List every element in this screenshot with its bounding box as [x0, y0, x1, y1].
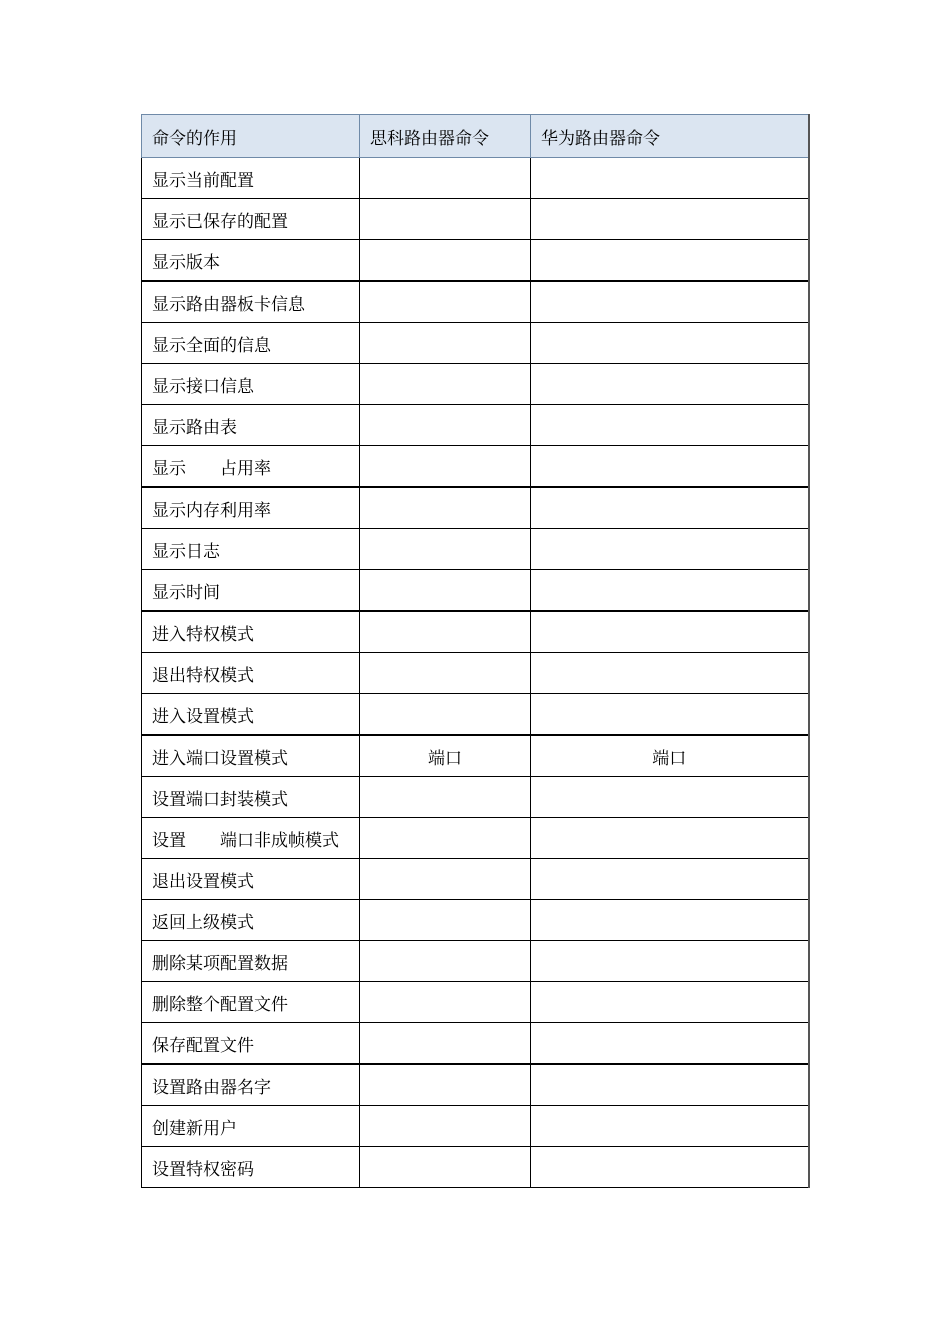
table-header-row [142, 115, 809, 158]
table-row [142, 281, 809, 323]
table-row [142, 1106, 809, 1147]
cell-purpose: 设置 端口非成帧模式 [142, 818, 360, 859]
table-row [142, 1064, 809, 1106]
cell-purpose: 进入特权模式 [142, 611, 360, 653]
cell-cisco-command [360, 1064, 531, 1106]
cell-cisco-command [360, 281, 531, 323]
cell-purpose: 显示内存利用率 [142, 487, 360, 529]
cell-purpose: 设置端口封装模式 [142, 777, 360, 818]
table-header [142, 115, 809, 158]
cell-purpose: 显示路由表 [142, 405, 360, 446]
table-row [142, 694, 809, 736]
cell-huawei-command [531, 694, 809, 736]
cell-purpose: 删除某项配置数据 [142, 941, 360, 982]
table-row [142, 240, 809, 282]
cell-huawei-command [531, 364, 809, 405]
cell-huawei-command [531, 941, 809, 982]
table-row [142, 777, 809, 818]
cell-cisco-command [360, 240, 531, 282]
cell-cisco-command [360, 859, 531, 900]
cell-purpose: 显示路由器板卡信息 [142, 281, 360, 323]
table-row [142, 570, 809, 612]
header-purpose: 命令的作用 [142, 115, 360, 158]
cell-purpose: 退出特权模式 [142, 653, 360, 694]
cell-purpose: 显示全面的信息 [142, 323, 360, 364]
table-row [142, 323, 809, 364]
cell-huawei-command [531, 1064, 809, 1106]
cell-cisco-command [360, 611, 531, 653]
cell-cisco-command [360, 529, 531, 570]
cell-cisco-command [360, 405, 531, 446]
table-row [142, 611, 809, 653]
cell-purpose: 退出设置模式 [142, 859, 360, 900]
cell-purpose: 显示日志 [142, 529, 360, 570]
header-huawei: 华为路由器命令 [531, 115, 809, 158]
cell-purpose: 显示已保存的配置 [142, 199, 360, 240]
cell-cisco-command [360, 323, 531, 364]
cell-huawei-command [531, 653, 809, 694]
cell-huawei-command [531, 487, 809, 529]
cell-huawei-command [531, 405, 809, 446]
cell-cisco-command [360, 1106, 531, 1147]
cell-purpose: 进入设置模式 [142, 694, 360, 736]
cell-huawei-command [531, 446, 809, 488]
cell-huawei-command [531, 1023, 809, 1065]
table-row [142, 982, 809, 1023]
cell-purpose: 显示版本 [142, 240, 360, 282]
cell-huawei-command [531, 777, 809, 818]
cell-huawei-command [531, 611, 809, 653]
cell-cisco-command [360, 1023, 531, 1065]
table-row [142, 158, 809, 199]
table-row [142, 818, 809, 859]
table-row [142, 941, 809, 982]
table-row [142, 735, 809, 777]
cell-purpose: 显示时间 [142, 570, 360, 612]
table-row [142, 446, 809, 488]
cell-huawei-command [531, 1147, 809, 1188]
cell-cisco-command [360, 487, 531, 529]
cell-purpose: 设置路由器名字 [142, 1064, 360, 1106]
cell-purpose: 显示 占用率 [142, 446, 360, 488]
cell-huawei-command [531, 570, 809, 612]
cell-huawei-command [531, 818, 809, 859]
cell-huawei-command [531, 859, 809, 900]
cell-cisco-command [360, 694, 531, 736]
table-row [142, 653, 809, 694]
cell-purpose: 显示当前配置 [142, 158, 360, 199]
cell-huawei-command [531, 281, 809, 323]
table-row [142, 199, 809, 240]
cell-purpose: 显示接口信息 [142, 364, 360, 405]
cell-cisco-command [360, 777, 531, 818]
cell-cisco-command [360, 446, 531, 488]
cell-huawei-command [531, 529, 809, 570]
table-row [142, 1023, 809, 1065]
cell-purpose: 返回上级模式 [142, 900, 360, 941]
cell-huawei-command [531, 900, 809, 941]
cell-purpose: 保存配置文件 [142, 1023, 360, 1065]
table-row [142, 405, 809, 446]
cell-purpose: 创建新用户 [142, 1106, 360, 1147]
table-row [142, 529, 809, 570]
cell-purpose: 进入端口设置模式 [142, 735, 360, 777]
cell-cisco-command [360, 570, 531, 612]
cell-cisco-command [360, 818, 531, 859]
header-cisco: 思科路由器命令 [360, 115, 531, 158]
table-row [142, 1147, 809, 1188]
cell-purpose: 删除整个配置文件 [142, 982, 360, 1023]
cell-cisco-command: 端口 [360, 735, 531, 777]
cell-purpose: 设置特权密码 [142, 1147, 360, 1188]
cell-huawei-command [531, 1106, 809, 1147]
cell-cisco-command [360, 158, 531, 199]
cell-cisco-command [360, 900, 531, 941]
cell-cisco-command [360, 653, 531, 694]
cell-cisco-command [360, 982, 531, 1023]
cell-cisco-command [360, 941, 531, 982]
cell-huawei-command [531, 982, 809, 1023]
cell-huawei-command [531, 240, 809, 282]
cell-huawei-command [531, 158, 809, 199]
cell-huawei-command: 端口 [531, 735, 809, 777]
table-body [142, 158, 809, 1188]
table-row [142, 900, 809, 941]
cell-cisco-command [360, 364, 531, 405]
cell-huawei-command [531, 199, 809, 240]
table-row [142, 364, 809, 405]
cell-cisco-command [360, 199, 531, 240]
cell-huawei-command [531, 323, 809, 364]
router-command-table [141, 114, 810, 1188]
table-row [142, 859, 809, 900]
table-row [142, 487, 809, 529]
cell-cisco-command [360, 1147, 531, 1188]
